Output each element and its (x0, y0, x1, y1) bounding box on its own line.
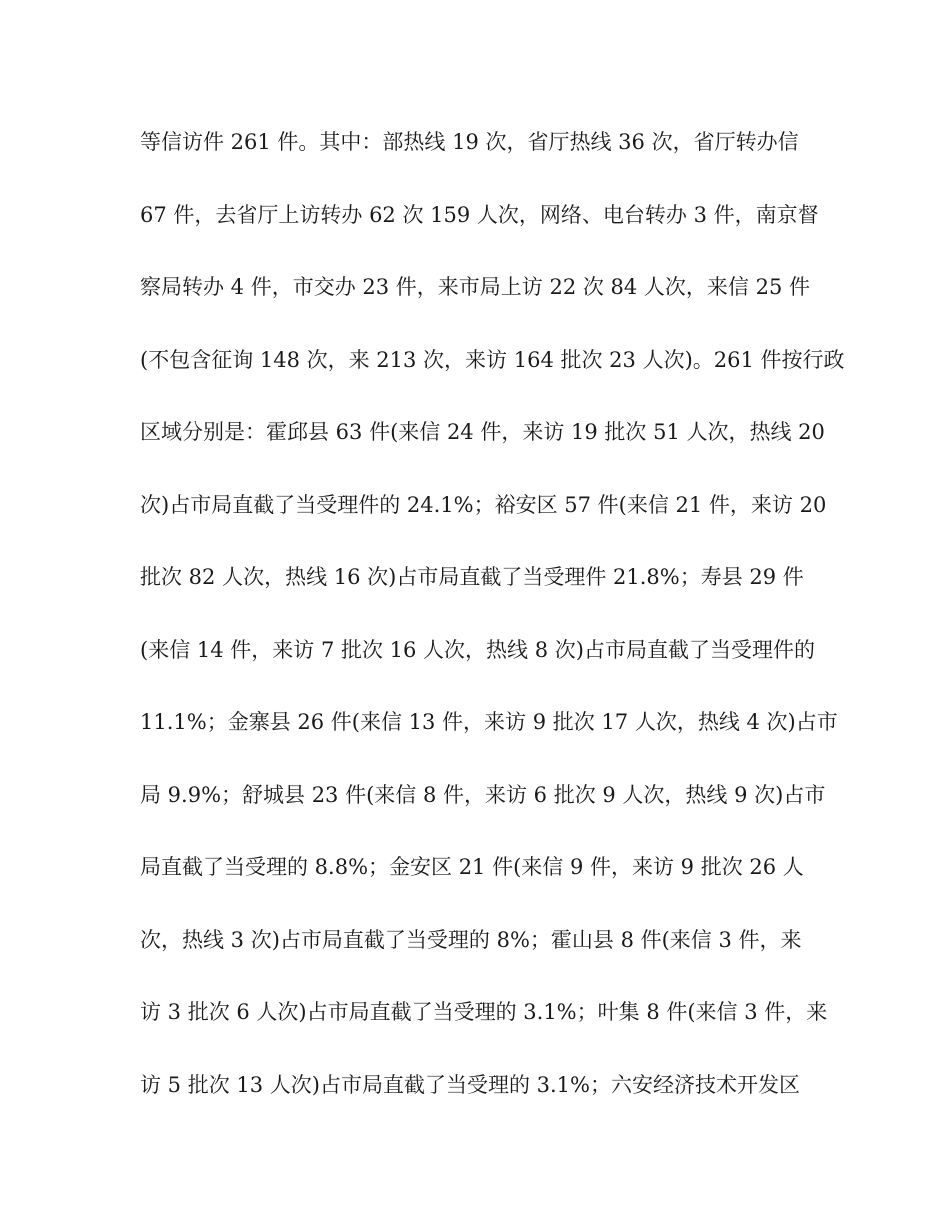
text-line: 等信访件 261 件。其中：部热线 19 次，省厅热线 36 次，省厅转办信 (140, 130, 799, 154)
text-line: 次，热线 3 次)占市局直截了当受理的 8%；霍山县 8 件(来信 3 件，来 (140, 927, 802, 952)
text-line: 局直截了当受理的 8.8%；金安区 21 件(来信 9 件，来访 9 批次 26 人 (140, 855, 804, 879)
text-line: (来信 14 件，来访 7 批次 16 人次，热线 8 次)占市局直截了当受理件的 (140, 637, 815, 662)
text-line: 11.1%；金寨县 26 件(来信 13 件，来访 9 批次 17 人次，热线 4 次)占市 (140, 710, 838, 734)
text-line: 局 9.9%；舒城县 23 件(来信 8 件，来访 6 批次 9 人次，热线 9 次)占市 (140, 782, 826, 807)
text-line: 访 3 批次 6 人次)占市局直截了当受理的 3.1%；叶集 8 件(来信 3 件，来 (140, 1000, 828, 1024)
document-body (140, 124, 845, 1139)
text-line: 次)占市局直截了当受理件的 24.1%；裕安区 57 件(来信 21 件，来访 20 (140, 492, 827, 517)
text-line: (不包含征询 148 次，来 213 次，来访 164 批次 23 人次)。261 件按行政 (140, 347, 845, 372)
text-line: 批次 82 人次，热线 16 次)占市局直截了当受理件 21.8%；寿县 29 件 (140, 565, 804, 589)
text-line: 67 件，去省厅上访转办 62 次 159 人次，网络、电台转办 3 件，南京督 (140, 202, 819, 227)
text-line: 察局转办 4 件，市交办 23 件，来市局上访 22 次 84 人次，来信 25 件 (140, 275, 810, 299)
text-line: 访 5 批次 13 人次)占市局直截了当受理的 3.1%；六安经济技术开发区 (140, 1072, 801, 1097)
text-line: 区域分别是：霍邱县 63 件(来信 24 件，来访 19 批次 51 人次，热线 20 (140, 420, 825, 444)
